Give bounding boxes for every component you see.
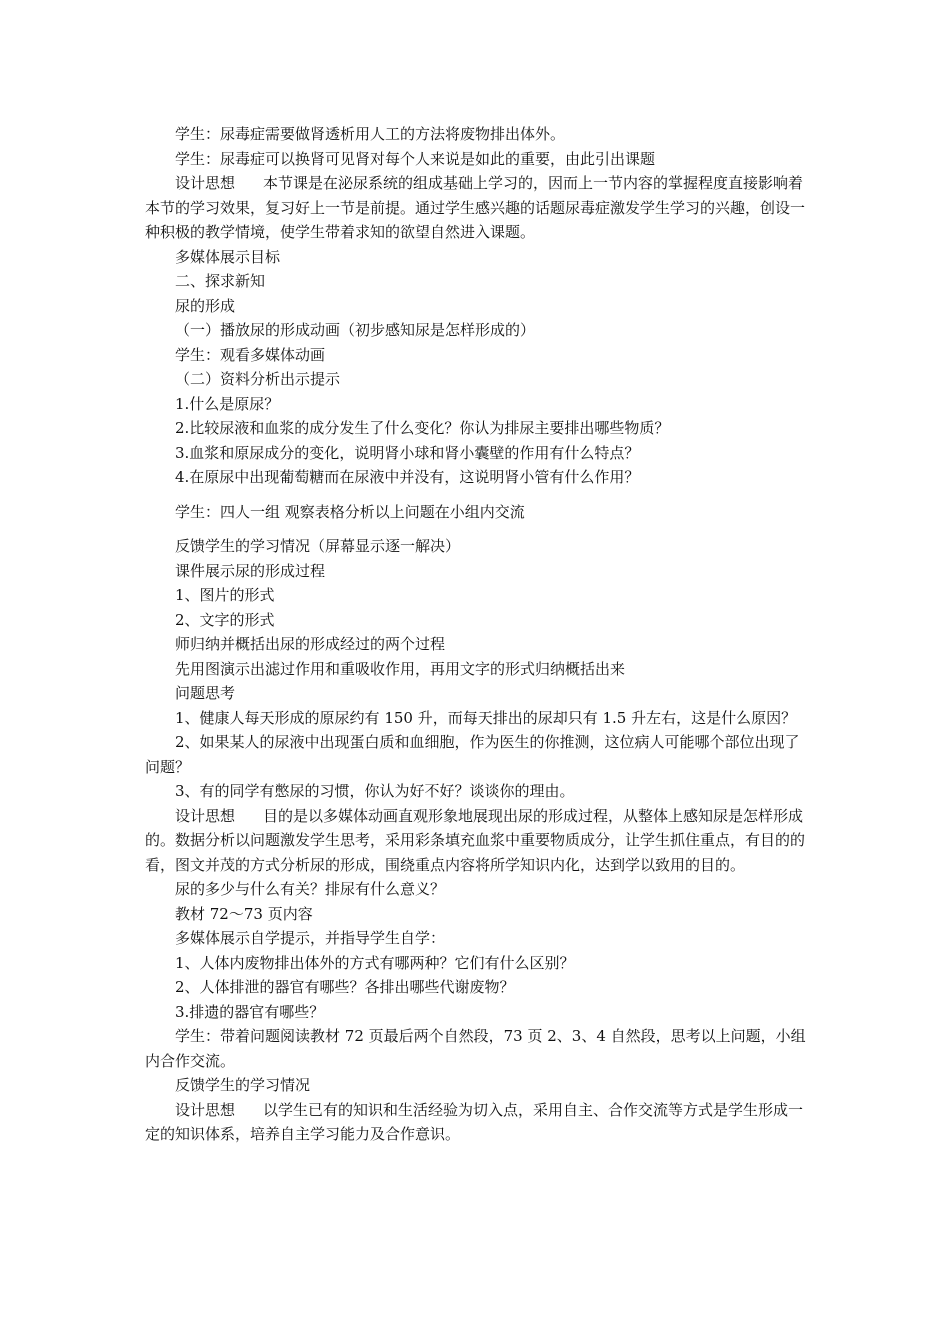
paragraph-33: 反馈学生的学习情况: [175, 1076, 311, 1094]
design-thought-label: 设计思想: [175, 174, 236, 192]
design-thought-text: 以学生已有的知识和生活经验为切入点，采用自主、合作交流等方式是学生形成一定的知识体系，培养自主学习能力及合作意识。: [145, 1100, 804, 1143]
paragraph-21: 问题思考: [175, 684, 236, 702]
paragraph-26: 尿的多少与什么有关？排尿有什么意义？: [175, 880, 446, 898]
thinking-question-2: 2、如果某人的尿液中出现蛋白质和血细胞，作为医生的你推测，这位病人可能哪个部位出现了问题？: [145, 733, 800, 776]
design-thought-text: 本节课是在泌尿系统的组成基础上学习的，因而上一节内容的掌握程度直接影响着本节的学习效果，复习好上一节是前提。通过学生感兴趣的话题尿毒症激发学生学习的兴趣，创设一种积极的教学情境，使学生带着求知的欲望自然进入课题。: [145, 174, 806, 241]
question-2: 2.比较尿液和血浆的成分发生了什么变化？你认为排尿主要排出哪些物质？: [175, 419, 670, 437]
paragraph-7: （一）播放尿的形成动画（初步感知尿是怎样形成的）: [175, 321, 536, 339]
document-body: [145, 122, 813, 1147]
thinking-question-1: 1、健康人每天形成的原尿约有 150 升，而每天排出的尿却只有 1.5 升左右，这是什么原因？: [175, 708, 797, 727]
paragraph-20: 先用图演示出滤过作用和重吸收作用，再用文字的形式归纳概括出来: [175, 659, 626, 678]
design-thought-paragraph-3: [145, 1098, 813, 1147]
design-thought-label: 设计思想: [175, 1100, 236, 1119]
question-1: 1.什么是原尿？: [175, 394, 280, 413]
design-thought-paragraph-2: [145, 804, 813, 878]
paragraph-15: 反馈学生的学习情况（屏幕显示逐一解决）: [175, 537, 461, 555]
paragraph-8: 学生：观看多媒体动画: [175, 345, 326, 364]
paragraph-6: 尿的形成: [175, 296, 236, 315]
question-4: 4.在原尿中出现葡萄糖而在尿液中并没有，这说明肾小管有什么作用？: [175, 468, 640, 486]
paragraph-27: 教材 72～73 页内容: [175, 904, 313, 923]
question-3: 3.血浆和原尿成分的变化，说明肾小球和肾小囊壁的作用有什么特点？: [175, 443, 640, 462]
paragraph-14: 学生：四人一组 观察表格分析以上问题在小组内交流: [175, 502, 525, 521]
design-thought-label: 设计思想: [175, 806, 236, 825]
design-thought-paragraph-1: [145, 171, 813, 245]
self-study-question-2: 2、人体排泄的器官有哪些？各排出哪些代谢废物？: [175, 978, 515, 996]
paragraph-32: 学生：带着问题阅读教材 72 页最后两个自然段，73 页 2、3、4 自然段，思考以上问题，小组内合作交流。: [145, 1027, 806, 1070]
design-thought-text: 目的是以多媒体动画直观形象地展现出尿的形成过程，从整体上感知尿是怎样形成的。数据分析以问题激发学生思考，采用彩条填充血浆中重要物质成分，让学生抓住重点，有目的的看，图文并茂的方式分析尿的形成，围绕重点内容将所学知识内化，达到学以致用的目的。: [145, 806, 806, 874]
paragraph-17: 1、图片的形式: [175, 586, 275, 604]
paragraph-19: 师归纳并概括出尿的形成经过的两个过程: [175, 635, 446, 653]
paragraph-4: 多媒体展示目标: [175, 247, 281, 266]
paragraph-2: 学生：尿毒症可以换肾可见肾对每个人来说是如此的重要，由此引出课题: [175, 149, 656, 168]
paragraph-9: （二）资料分析出示提示: [175, 370, 341, 388]
self-study-question-3: 3.排遗的器官有哪些？: [175, 1002, 325, 1021]
self-study-question-1: 1、人体内废物排出体外的方式有哪两种？它们有什么区别？: [175, 953, 575, 972]
thinking-question-3: 3、有的同学有憋尿的习惯，你认为好不好？谈谈你的理由。: [175, 782, 575, 800]
section-heading: 二、探求新知: [175, 272, 266, 290]
paragraph-1: 学生：尿毒症需要做肾透析用人工的方法将废物排出体外。: [175, 125, 566, 143]
paragraph-16: 课件展示尿的形成过程: [175, 561, 326, 580]
paragraph-28: 多媒体展示自学提示，并指导学生自学：: [175, 929, 446, 947]
paragraph-18: 2、文字的形式: [175, 610, 275, 629]
